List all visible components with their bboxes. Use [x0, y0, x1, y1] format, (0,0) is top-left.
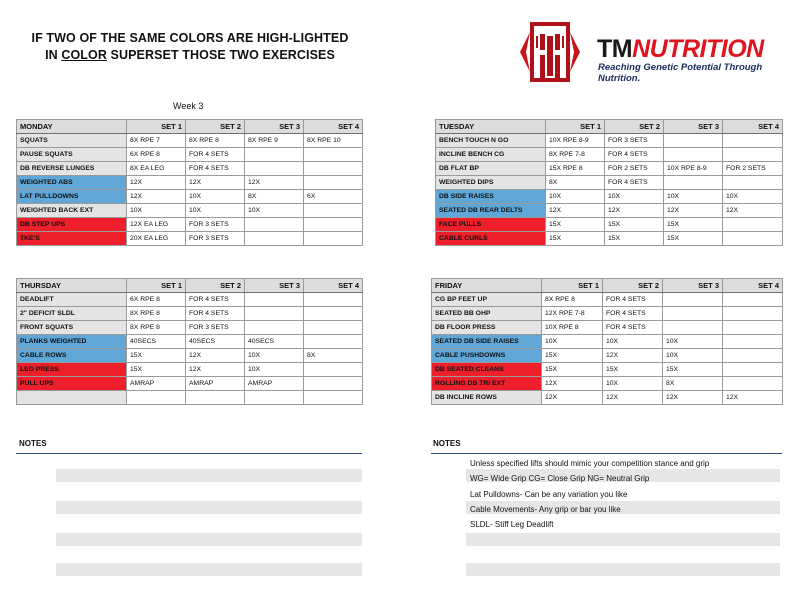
set-value: 10X: [186, 190, 245, 204]
table-row: [17, 391, 363, 405]
set-value: [304, 176, 363, 190]
set-value: 10X RPE 8-9: [546, 134, 605, 148]
set-value: 8X RPE 9: [245, 134, 304, 148]
set-header: SET 4: [723, 120, 783, 134]
set-value: [723, 134, 783, 148]
set-value: [304, 321, 363, 335]
note-line: Cable Movements- Any grip or bar you like: [470, 505, 621, 514]
table-row: [432, 307, 783, 321]
set-value: 15X: [664, 232, 723, 246]
instruction-suffix: SUPERSET THOSE TWO EXERCISES: [106, 48, 335, 62]
exercise-name: CABLE PUSHDOWNS: [432, 349, 542, 363]
note-line: Lat Pulldowns- Can be any variation you like: [470, 490, 628, 499]
note-line: SLDL- Stiff Leg Deadlift: [470, 520, 554, 529]
exercise-name: DB INCLINE ROWS: [432, 391, 542, 405]
set-value: 8X: [304, 349, 363, 363]
set-value: [663, 321, 723, 335]
set-header: SET 1: [546, 120, 605, 134]
set-value: [127, 391, 186, 405]
set-value: [304, 204, 363, 218]
notes-right-row: [466, 563, 780, 576]
set-header: SET 3: [664, 120, 723, 134]
set-header: SET 4: [723, 279, 783, 293]
set-header: SET 3: [245, 120, 304, 134]
set-value: 8X RPE 8: [127, 321, 186, 335]
set-value: 6X RPE 8: [127, 148, 186, 162]
notes-left-divider: [16, 453, 362, 454]
notes-left-row: [56, 533, 362, 546]
table-row: [17, 293, 363, 307]
set-value: 10X RPE 8: [542, 321, 603, 335]
set-value: FOR 3 SETS: [186, 218, 245, 232]
table-header-row: [436, 120, 783, 134]
set-value: 12X: [546, 204, 605, 218]
table-header-row: [17, 120, 363, 134]
table-row: [17, 218, 363, 232]
exercise-name: WEIGHTED DIPS: [436, 176, 546, 190]
table-row: [432, 293, 783, 307]
table-row: [17, 321, 363, 335]
set-value: 12X: [542, 391, 603, 405]
exercise-name: TKE'S: [17, 232, 127, 246]
table-header-row: [17, 279, 363, 293]
set-value: 15X: [542, 363, 603, 377]
set-header: SET 3: [663, 279, 723, 293]
table-row: [17, 204, 363, 218]
exercise-name: DB FLAT BP: [436, 162, 546, 176]
exercise-name: DB SEATED CLEANS: [432, 363, 542, 377]
set-value: 15X: [663, 363, 723, 377]
set-value: 15X: [605, 232, 664, 246]
superset-instructions: [0, 30, 380, 64]
set-value: [723, 218, 783, 232]
day-name: TUESDAY: [436, 120, 546, 134]
exercise-name: PAUSE SQUATS: [17, 148, 127, 162]
set-value: 12X: [605, 204, 664, 218]
table-row: [436, 218, 783, 232]
set-value: [304, 391, 363, 405]
set-value: 12X: [723, 204, 783, 218]
set-value: 12X: [245, 176, 304, 190]
exercise-name: DB SIDE RAISES: [436, 190, 546, 204]
set-value: 15X: [127, 349, 186, 363]
set-value: [723, 363, 783, 377]
set-value: 8X: [546, 176, 605, 190]
set-header: SET 1: [127, 279, 186, 293]
set-value: [245, 391, 304, 405]
set-value: 15X: [542, 349, 603, 363]
set-value: FOR 3 SETS: [605, 134, 664, 148]
set-value: 10X: [245, 363, 304, 377]
table-row: [436, 148, 783, 162]
set-value: 12X: [603, 349, 663, 363]
set-value: 10X: [542, 335, 603, 349]
set-value: [245, 162, 304, 176]
notes-left-row: [56, 501, 362, 514]
exercise-name: SEATED DB SIDE RAISES: [432, 335, 542, 349]
set-value: 12X EA LEG: [127, 218, 186, 232]
week-label: Week 3: [173, 101, 204, 111]
set-header: SET 1: [127, 120, 186, 134]
set-value: 10X: [605, 190, 664, 204]
set-value: 15X: [127, 363, 186, 377]
set-value: [723, 377, 783, 391]
table-row: [432, 349, 783, 363]
set-value: 12X: [186, 363, 245, 377]
set-value: AMRAP: [186, 377, 245, 391]
exercise-name: LAT PULLDOWNS: [17, 190, 127, 204]
set-value: [663, 293, 723, 307]
set-value: FOR 4 SETS: [186, 162, 245, 176]
set-value: [304, 363, 363, 377]
set-value: FOR 4 SETS: [603, 293, 663, 307]
set-value: [723, 148, 783, 162]
exercise-name: [17, 391, 127, 405]
exercise-name: SEATED BB OHP: [432, 307, 542, 321]
set-value: [664, 176, 723, 190]
exercise-name: PLANKS WEIGHTED: [17, 335, 127, 349]
exercise-name: SQUATS: [17, 134, 127, 148]
table-row: [432, 377, 783, 391]
tm-logo-icon: [510, 14, 590, 90]
set-value: 12X: [186, 176, 245, 190]
set-value: [304, 148, 363, 162]
set-value: 15X: [546, 218, 605, 232]
tuesday-table: [435, 119, 783, 246]
set-value: [245, 232, 304, 246]
set-value: 6X RPE 8: [127, 293, 186, 307]
set-value: [245, 293, 304, 307]
table-row: [17, 148, 363, 162]
table-row: [17, 134, 363, 148]
set-header: SET 2: [603, 279, 663, 293]
set-value: 8X RPE 8: [186, 134, 245, 148]
exercise-name: BENCH TOUCH N GO: [436, 134, 546, 148]
set-value: FOR 4 SETS: [603, 307, 663, 321]
friday-table: [431, 278, 783, 405]
set-value: [245, 218, 304, 232]
exercise-name: FRONT SQUATS: [17, 321, 127, 335]
thursday-table: [16, 278, 363, 405]
exercise-name: 2" DEFICIT SLDL: [17, 307, 127, 321]
set-value: FOR 2 SETS: [723, 162, 783, 176]
set-value: 40SECS: [245, 335, 304, 349]
set-value: 10X: [723, 190, 783, 204]
set-value: 10X RPE 8-9: [664, 162, 723, 176]
set-header: SET 4: [304, 279, 363, 293]
day-name: THURSDAY: [17, 279, 127, 293]
set-value: [304, 377, 363, 391]
set-value: 10X: [127, 204, 186, 218]
note-line: WG= Wide Grip CG= Close Grip NG= Neutral Grip: [470, 474, 650, 483]
exercise-name: DEADLIFT: [17, 293, 127, 307]
set-header: SET 2: [186, 120, 245, 134]
set-value: 12X: [127, 190, 186, 204]
day-name: FRIDAY: [432, 279, 542, 293]
brand-name: [597, 36, 764, 62]
set-value: 8X RPE 7: [127, 134, 186, 148]
notes-left-title: NOTES: [19, 439, 47, 448]
set-value: 6X: [304, 190, 363, 204]
table-header-row: [432, 279, 783, 293]
set-value: FOR 3 SETS: [186, 321, 245, 335]
set-value: 40SECS: [186, 335, 245, 349]
set-value: 15X: [664, 218, 723, 232]
set-value: [663, 307, 723, 321]
brand-tagline: Reaching Genetic Potential Through Nutrition.: [598, 62, 763, 84]
set-value: [245, 148, 304, 162]
set-value: FOR 4 SETS: [605, 148, 664, 162]
set-value: 10X: [603, 377, 663, 391]
set-value: FOR 3 SETS: [186, 232, 245, 246]
table-row: [436, 176, 783, 190]
set-value: FOR 4 SETS: [186, 307, 245, 321]
table-row: [17, 176, 363, 190]
set-value: 10X: [663, 335, 723, 349]
set-value: FOR 4 SETS: [603, 321, 663, 335]
exercise-name: CG BP FEET UP: [432, 293, 542, 307]
table-row: [17, 190, 363, 204]
table-row: [432, 335, 783, 349]
set-value: 12X RPE 7-8: [542, 307, 603, 321]
set-value: [664, 134, 723, 148]
set-value: [723, 307, 783, 321]
set-value: 8X: [663, 377, 723, 391]
table-row: [17, 232, 363, 246]
instruction-line-1: IF TWO OF THE SAME COLORS ARE HIGH-LIGHTED: [31, 31, 349, 45]
set-value: [723, 293, 783, 307]
set-value: [245, 321, 304, 335]
brand-nutrition: NUTRITION: [632, 35, 764, 63]
set-header: SET 1: [542, 279, 603, 293]
set-value: [304, 293, 363, 307]
set-value: [723, 349, 783, 363]
set-value: 40SECS: [127, 335, 186, 349]
set-value: 12X: [663, 391, 723, 405]
set-header: SET 2: [186, 279, 245, 293]
set-value: 15X: [546, 232, 605, 246]
set-value: 10X: [245, 204, 304, 218]
set-value: [304, 218, 363, 232]
set-value: 8X: [245, 190, 304, 204]
set-value: 12X: [186, 349, 245, 363]
exercise-name: CABLE ROWS: [17, 349, 127, 363]
set-value: [245, 307, 304, 321]
set-value: 10X: [245, 349, 304, 363]
instruction-color-word: COLOR: [61, 48, 107, 62]
set-value: 8X EA LEG: [127, 162, 186, 176]
exercise-name: LEG PRESS: [17, 363, 127, 377]
set-value: 15X RPE 8: [546, 162, 605, 176]
table-row: [432, 363, 783, 377]
exercise-name: DB STEP UPS: [17, 218, 127, 232]
table-row: [17, 377, 363, 391]
set-header: SET 3: [245, 279, 304, 293]
set-value: 8X RPE 7-8: [546, 148, 605, 162]
exercise-name: PULL UPS: [17, 377, 127, 391]
set-value: FOR 2 SETS: [605, 162, 664, 176]
set-value: 8X RPE 8: [542, 293, 603, 307]
exercise-name: CABLE CURLS: [436, 232, 546, 246]
table-row: [432, 321, 783, 335]
set-value: 12X: [542, 377, 603, 391]
set-header: SET 4: [304, 120, 363, 134]
set-value: 10X: [603, 335, 663, 349]
exercise-name: DB FLOOR PRESS: [432, 321, 542, 335]
set-value: [723, 176, 783, 190]
set-value: 12X: [127, 176, 186, 190]
exercise-name: INCLINE BENCH CG: [436, 148, 546, 162]
set-value: 15X: [605, 218, 664, 232]
set-value: 12X: [664, 204, 723, 218]
table-row: [436, 134, 783, 148]
set-value: [304, 232, 363, 246]
table-row: [17, 335, 363, 349]
note-line: Unless specified lifts should mimic your competition stance and grip: [470, 459, 710, 468]
set-value: 8X RPE 10: [304, 134, 363, 148]
set-value: [304, 335, 363, 349]
table-row: [17, 363, 363, 377]
set-value: [723, 335, 783, 349]
table-row: [436, 190, 783, 204]
instruction-prefix: IN: [45, 48, 62, 62]
set-value: 10X: [546, 190, 605, 204]
set-value: [723, 321, 783, 335]
table-row: [17, 307, 363, 321]
set-value: [664, 148, 723, 162]
exercise-name: WEIGHTED ABS: [17, 176, 127, 190]
table-row: [436, 204, 783, 218]
table-row: [432, 391, 783, 405]
exercise-name: ROLLING DB TRI EXT: [432, 377, 542, 391]
brand-tm: TM: [597, 35, 633, 63]
set-value: FOR 4 SETS: [186, 148, 245, 162]
set-value: 10X: [664, 190, 723, 204]
table-row: [17, 349, 363, 363]
set-value: 12X: [723, 391, 783, 405]
notes-right-divider: [431, 453, 782, 454]
set-value: [304, 307, 363, 321]
set-header: SET 2: [605, 120, 664, 134]
notes-left-row: [56, 469, 362, 482]
set-value: 10X: [186, 204, 245, 218]
set-value: 10X: [663, 349, 723, 363]
set-value: 12X: [603, 391, 663, 405]
set-value: FOR 4 SETS: [186, 293, 245, 307]
set-value: 20X EA LEG: [127, 232, 186, 246]
table-row: [436, 232, 783, 246]
set-value: AMRAP: [127, 377, 186, 391]
exercise-name: FACE PULLS: [436, 218, 546, 232]
instruction-line-2: [0, 47, 380, 64]
set-value: [186, 391, 245, 405]
day-name: MONDAY: [17, 120, 127, 134]
set-value: 15X: [603, 363, 663, 377]
exercise-name: DB REVERSE LUNGES: [17, 162, 127, 176]
notes-right-title: NOTES: [433, 439, 461, 448]
notes-left-row: [56, 563, 362, 576]
table-row: [436, 162, 783, 176]
monday-table: [16, 119, 363, 246]
set-value: 8X RPE 8: [127, 307, 186, 321]
notes-right-row: [466, 533, 780, 546]
set-value: [304, 162, 363, 176]
set-value: AMRAP: [245, 377, 304, 391]
set-value: FOR 4 SETS: [605, 176, 664, 190]
set-value: [723, 232, 783, 246]
exercise-name: SEATED DB REAR DELTS: [436, 204, 546, 218]
exercise-name: WEIGHTED BACK EXT: [17, 204, 127, 218]
table-row: [17, 162, 363, 176]
